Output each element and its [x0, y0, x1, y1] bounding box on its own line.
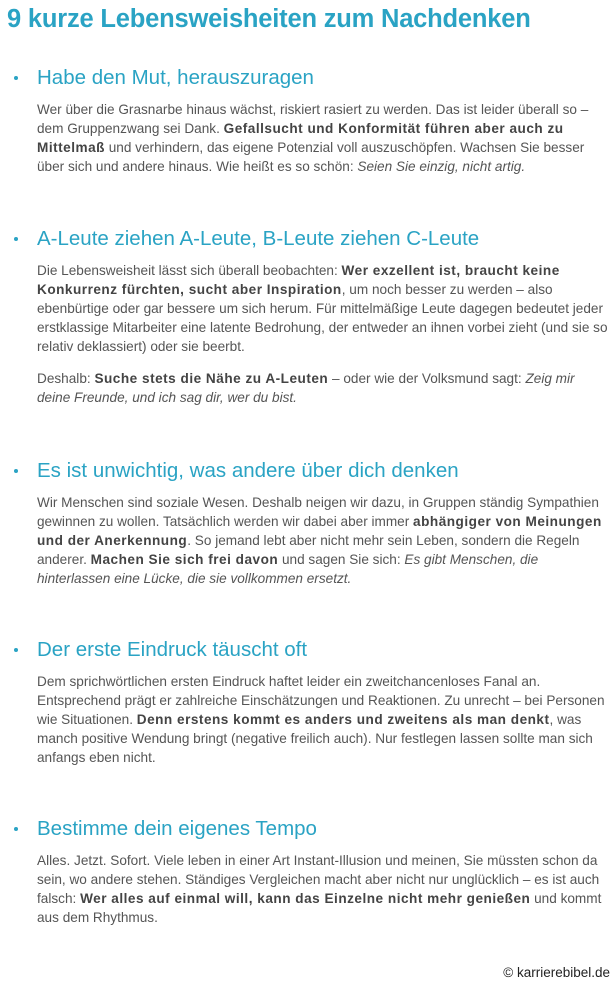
- section-header: [14, 225, 608, 253]
- paragraph: [37, 369, 608, 407]
- section-title: Der erste Eindruck täuscht oft: [37, 638, 308, 661]
- section-5: [14, 815, 608, 927]
- page-title: 9 kurze Lebensweisheiten zum Nachdenken: [7, 5, 531, 33]
- paragraph: [37, 493, 608, 588]
- emphasis-text: Denn erstens kommt es anders und zweitens als man denkt: [136, 712, 550, 727]
- body-text: und verhindern, das eigene Potenzial voll auszuschöpfen. Wachsen Sie besser über sich und andere hinaus. Wie heißt es so schön:: [37, 140, 585, 174]
- copyright-footer: © karrierebibel.de: [503, 965, 610, 980]
- emphasis-text: Suche stets die Nähe zu A-Leuten: [94, 371, 329, 386]
- section-3: [14, 457, 608, 588]
- body-text: , um noch besser zu werden – also ebenbürtige oder gar bessere um sich herum. Für mittelmäßige Leute dagegen bedeutet jeder erstklassige Mitarbeiter eine latente Bedrohung, der entweder an ihnen vorbei zieht (und sie so relativ deklassiert) oder sie beerbt.: [37, 282, 608, 354]
- section-4: [14, 636, 608, 767]
- section-title: Bestimme dein eigenes Tempo: [37, 817, 317, 840]
- section-title: Es ist unwichtig, was andere über dich denken: [37, 459, 459, 482]
- section-title: A-Leute ziehen A-Leute, B-Leute ziehen C-Leute: [37, 227, 480, 250]
- emphasis-text: Wer alles auf einmal will, kann das Einzelne nicht mehr genießen: [80, 891, 531, 906]
- section-body: [14, 493, 608, 588]
- body-text: – oder wie der Volksmund sagt:: [328, 371, 526, 386]
- body-text: . So jemand lebt aber nicht mehr sein Leben, sondern die Regeln anderer.: [37, 533, 580, 567]
- section-body: [14, 672, 608, 767]
- section-body: [14, 261, 608, 407]
- emphasis-text: Gefallsucht und Konformität führen aber auch zu Mittelmaß: [37, 121, 564, 155]
- body-text: Alles. Jetzt. Sofort. Viele leben in einer Art Instant-Illusion und meinen, Sie müssten schon da sein, wo andere stehen. Ständiges Vergleichen macht aber nicht nur unglücklich – es ist auch falsch:: [37, 853, 600, 906]
- section-body: [14, 100, 608, 176]
- paragraph: [37, 672, 608, 767]
- paragraph: [37, 100, 608, 176]
- section-header: [14, 815, 608, 843]
- body-text: Wer über die Grasnarbe hinaus wächst, riskiert rasiert zu werden. Das ist leider überall so – dem Gruppenzwang sei Dank.: [37, 102, 589, 136]
- quote-text: Seien Sie einzig, nicht artig.: [357, 159, 526, 174]
- section-1: [14, 64, 608, 176]
- section-2: [14, 225, 608, 407]
- body-text: Die Lebensweisheit lässt sich überall beobachten:: [37, 263, 342, 278]
- bullet-icon: [14, 469, 18, 473]
- bullet-icon: [14, 237, 18, 241]
- quote-text: Es gibt Menschen, die hinterlassen eine Lücke, die sie vollkommen ersetzt.: [37, 552, 539, 586]
- body-text: , was manch positive Wendung bringt (negative freilich auch). Nur festlegen lassen sollte man sich anfangs eben nicht.: [37, 712, 593, 765]
- emphasis-text: abhängiger von Meinungen und der Anerkennung: [37, 514, 602, 548]
- section-header: [14, 636, 608, 664]
- bullet-icon: [14, 76, 18, 80]
- bullet-icon: [14, 648, 18, 652]
- emphasis-text: Machen Sie sich frei davon: [90, 552, 279, 567]
- body-text: Wir Menschen sind soziale Wesen. Deshalb neigen wir dazu, in Gruppen ständig Sympathien gewinnen zu wollen. Tatsächlich werden wir dabei aber immer: [37, 495, 599, 529]
- section-header: [14, 64, 608, 92]
- quote-text: Zeig mir deine Freunde, und ich sag dir, wer du bist.: [37, 371, 575, 405]
- body-text: Deshalb:: [37, 371, 95, 386]
- body-text: Dem sprichwörtlichen ersten Eindruck haftet leider ein zweitchancenloses Fanal an. Entsprechend prägt er zahlreiche Einschätzungen und Reaktionen. Zu unrecht – bei Personen wie Situationen.: [37, 674, 605, 727]
- body-text: und kommt aus dem Rhythmus.: [37, 891, 602, 925]
- section-body: [14, 851, 608, 927]
- bullet-icon: [14, 827, 18, 831]
- section-header: [14, 457, 608, 485]
- paragraph: [37, 261, 608, 356]
- body-text: und sagen Sie sich:: [278, 552, 405, 567]
- paragraph: [37, 851, 608, 927]
- emphasis-text: Wer exzellent ist, braucht keine Konkurrenz fürchten, sucht aber Inspiration: [37, 263, 560, 297]
- section-title: Habe den Mut, herauszuragen: [37, 66, 314, 89]
